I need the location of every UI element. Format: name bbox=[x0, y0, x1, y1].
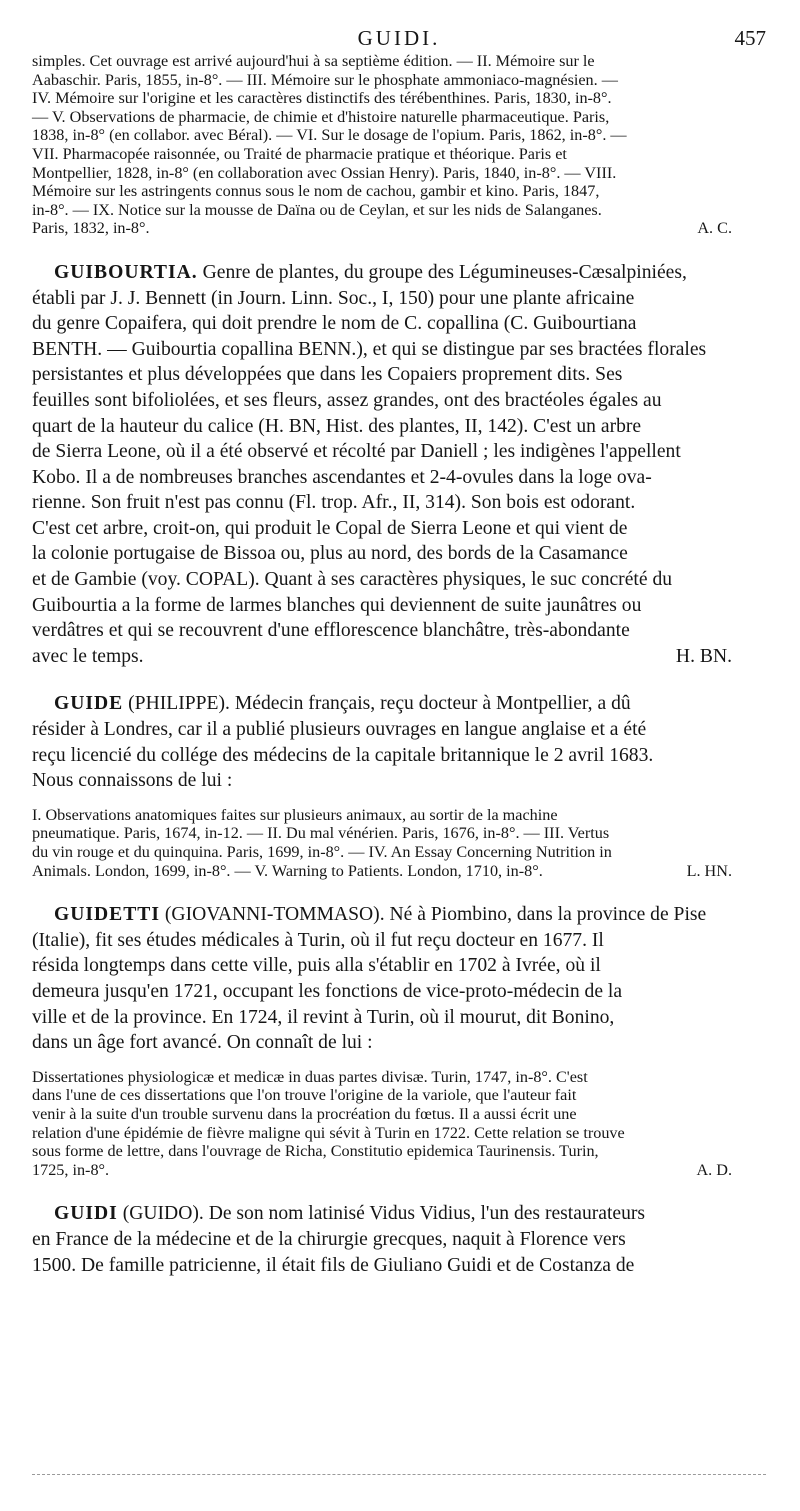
entry-person-name: (PHILIPPE). bbox=[128, 693, 230, 715]
bib-line: Dissertationes physiologicæ et medicæ in duas partes divisæ. Turin, 1747, in-8°. C'est bbox=[32, 1067, 588, 1086]
entry-text: De son nom latinisé Vidus Vidius, l'un des restaurateurs bbox=[208, 1203, 646, 1225]
bib-line-last bbox=[32, 862, 766, 881]
entry-guidi bbox=[32, 1201, 766, 1278]
entry-headword: GUIDETTI bbox=[54, 904, 160, 926]
entry-line: C'est cet arbre, croit-on, qui produit le Copal de Sierra Leone et qui vient de bbox=[32, 517, 628, 539]
entry-line: reçu licencié du collége des médecins de la capitale britannique le 2 avril 1683. bbox=[32, 744, 654, 766]
bib-line-text: 1725, in-8°. bbox=[32, 1160, 110, 1179]
entry-line: et de Gambie (voy. COPAL). Quant à ses caractères physiques, le suc concrété du bbox=[32, 569, 673, 591]
bib-line-last bbox=[32, 1161, 766, 1180]
page-number: 457 bbox=[734, 26, 766, 50]
bib-line: simples. Cet ouvrage est arrivé aujourd'hui à sa septième édition. — II. Mémoire sur le bbox=[32, 52, 595, 70]
running-title: GUIDI. bbox=[357, 26, 441, 50]
author-signature: L. HN. bbox=[686, 861, 732, 880]
entry-line bbox=[32, 260, 766, 286]
entry-line: résider à Londres, car il a publié plusieurs ouvrages en langue anglaise et a été bbox=[32, 719, 647, 741]
bib-line: VII. Pharmacopée raisonnée, ou Traité de pharmacie pratique et théorique. Paris et bbox=[32, 144, 567, 163]
entry-line: de Sierra Leone, où il a été observé et récolté par Daniell ; les indigènes l'appellent bbox=[32, 441, 681, 463]
entry-headword: GUIDI bbox=[54, 1203, 118, 1225]
author-signature: A. C. bbox=[697, 219, 732, 238]
entry-line: demeura jusqu'en 1721, occupant les fonctions de vice-proto-médecin de la bbox=[32, 980, 623, 1002]
entry-line: (Italie), fit ses études médicales à Turin, où il fut reçu docteur en 1677. Il bbox=[32, 929, 604, 951]
entry-text: Genre de plantes, du groupe des Légumineuses-Cæsalpiniées, bbox=[202, 261, 687, 283]
entry-headword: GUIDE bbox=[54, 693, 124, 715]
footer-rule bbox=[32, 1474, 766, 1475]
entry-line bbox=[32, 691, 766, 717]
bib-line-last bbox=[32, 219, 766, 238]
entry-text: Médecin français, reçu docteur à Montpellier, a dû bbox=[234, 693, 631, 715]
entry-line: verdâtres et qui se recouvrent d'une efflorescence blanchâtre, très-abondante bbox=[32, 620, 630, 642]
bib-line: Mémoire sur les astringents connus sous le nom de cachou, gambir et kino. Paris, 1847, bbox=[32, 182, 600, 201]
page bbox=[32, 24, 766, 1278]
bib-line: sous forme de lettre, dans l'ouvrage de Richa, Constitutio epidemica Taurinensis. Turin, bbox=[32, 1142, 599, 1161]
entry-line: Guibourtia a la forme de larmes blanches qui deviennent de suite jaunâtres ou bbox=[32, 594, 642, 616]
bib-line: I. Observations anatomiques faites sur plusieurs animaux, au sortir de la machine bbox=[32, 805, 558, 824]
entry-line: établi par J. J. Bennett (in Journ. Linn. Soc., I, 150) pour une plante africaine bbox=[32, 287, 635, 309]
entry-guidetti bbox=[32, 902, 766, 1179]
author-signature: H. BN. bbox=[675, 645, 732, 667]
entry-person-name: (GIOVANNI-TOMMASO). bbox=[164, 904, 385, 926]
bib-line: in-8°. — IX. Notice sur la mousse de Daïna ou de Ceylan, et sur les nids de Salanganes. bbox=[32, 200, 602, 219]
entry-headword: GUIBOURTIA. bbox=[54, 261, 198, 283]
entry-line: en France de la médecine et de la chirurgie grecques, naquit à Florence vers bbox=[32, 1228, 626, 1250]
bib-line-text: Paris, 1832, in-8°. bbox=[32, 219, 150, 238]
bib-line: dans l'une de ces dissertations que l'on trouve l'origine de la variole, que l'auteur fait bbox=[32, 1086, 577, 1105]
bib-line: Montpellier, 1828, in-8° (en collaboration avec Ossian Henry). Paris, 1840, in-8°. — VIII. bbox=[32, 163, 617, 182]
bib-line: du vin rouge et du quinquina. Paris, 1699, in-8°. — IV. An Essay Concerning Nutrition in bbox=[32, 843, 612, 861]
bib-line: pneumatique. Paris, 1674, in-12. — II. Du mal vénérien. Paris, 1676, in-8°. — III. Vertus bbox=[32, 824, 610, 843]
entry-line: feuilles sont bifoliolées, et ses fleurs, assez grandes, ont des bractéoles égales au bbox=[32, 389, 662, 411]
entry-line: ville et de la province. En 1724, il revint à Turin, où il mourut, dit Bonino, bbox=[32, 1006, 615, 1028]
bib-line: 1838, in-8° (en collabor. avec Béral). — VI. Sur le dosage de l'opium. Paris, 1862, in-8°. — bbox=[32, 126, 627, 145]
bib-line: — V. Observations de pharmacie, de chimie et d'histoire naturelle pharmaceutique. Paris, bbox=[32, 107, 610, 126]
entry-line: du genre Copaifera, qui doit prendre le nom de C. copallina (C. Guibourtiana bbox=[32, 313, 637, 335]
entry-line-last bbox=[32, 644, 766, 670]
entry-text: avec le temps. bbox=[32, 645, 144, 667]
entry-line: dans un âge fort avancé. On connaît de lui : bbox=[32, 1032, 373, 1054]
bib-line: relation d'une épidémie de fièvre maligne qui sévit à Turin en 1722. Cette relation se trouve bbox=[32, 1123, 625, 1142]
entry-line bbox=[32, 902, 766, 928]
entry-line: Kobo. Il a de nombreuses branches ascendantes et 2-4-ovules dans la loge ova- bbox=[32, 466, 652, 488]
bib-line: IV. Mémoire sur l'origine et les caractères distinctifs des térébenthines. Paris, 1830, in-8°. bbox=[32, 89, 612, 108]
entry-guide bbox=[32, 691, 766, 880]
entry-line: rienne. Son fruit n'est pas connu (Fl. trop. Afr., II, 314). Son bois est odorant. bbox=[32, 492, 636, 514]
author-signature: A. D. bbox=[696, 1160, 732, 1179]
entry-line: BENTH. — Guibourtia copallina BENN.), et qui se distingue par ses bractées florales bbox=[32, 338, 707, 360]
bib-line: Aabaschir. Paris, 1855, in-8°. — III. Mémoire sur le phosphate ammoniaco-magnésien. — bbox=[32, 70, 618, 89]
entry-line: 1500. De famille patricienne, il était fils de Giuliano Guidi et de Costanza de bbox=[32, 1254, 635, 1276]
entry-text: Né à Piombino, dans la province de Pise bbox=[389, 904, 707, 926]
entry-line: persistantes et plus développées que dans les Copaiers proprement dits. Ses bbox=[32, 364, 623, 386]
bib-line: venir à la suite d'un trouble survenu dans la procréation du fœtus. Il a aussi écrit une bbox=[32, 1104, 577, 1123]
entry-line: quart de la hauteur du calice (H. BN, Hist. des plantes, II, 142). C'est un arbre bbox=[32, 415, 642, 437]
carryover-bibliography bbox=[32, 52, 766, 238]
running-head bbox=[32, 24, 766, 52]
entry-line: résida longtemps dans cette ville, puis alla s'établir en 1702 à Ivrée, où il bbox=[32, 955, 601, 977]
entry-line bbox=[32, 1201, 766, 1227]
bib-line-text: Animals. London, 1699, in-8°. — V. Warning to Patients. London, 1710, in-8°. bbox=[32, 861, 543, 880]
entry-line: Nous connaissons de lui : bbox=[32, 770, 233, 792]
entry-person-name: (GUIDO). bbox=[122, 1203, 204, 1225]
entry-line: la colonie portugaise de Bissoa ou, plus au nord, des bords de la Casamance bbox=[32, 543, 628, 565]
entry-guibourtia bbox=[32, 260, 766, 670]
